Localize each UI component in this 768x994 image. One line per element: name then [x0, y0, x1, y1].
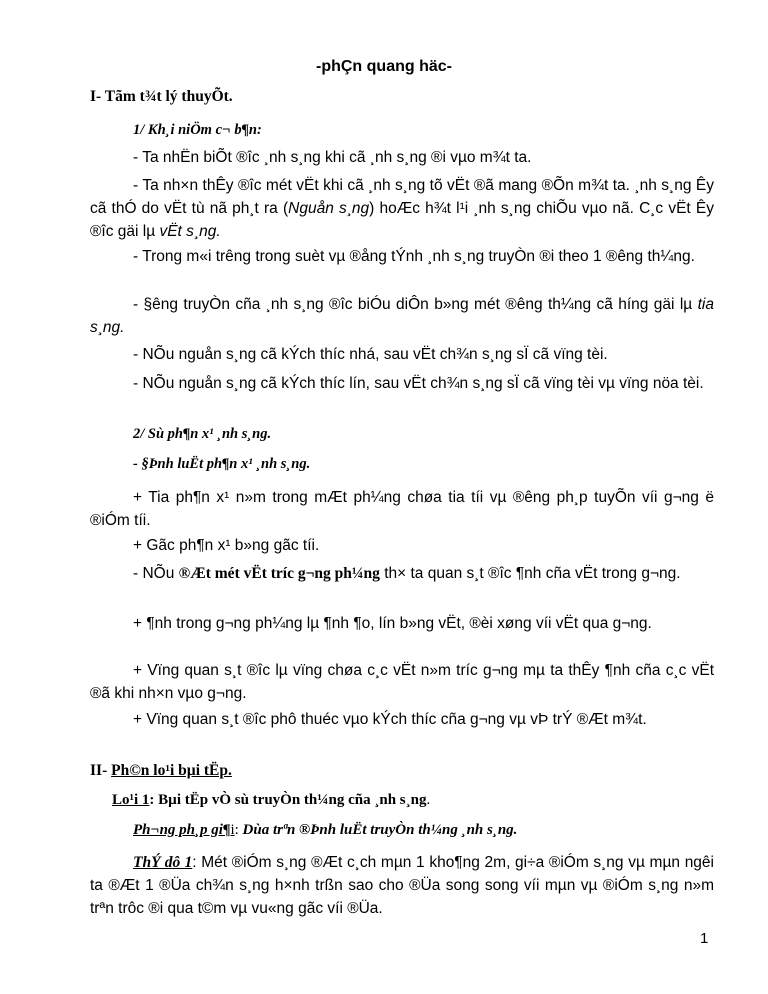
paragraph-2-italic: Nguån s¸ng: [288, 200, 370, 217]
section2-title: Ph©n lo¹i bµi tËp.: [111, 762, 232, 779]
section-heading-classification: [90, 762, 232, 780]
paragraph-9: [90, 562, 714, 585]
paragraph-8: + Gãc ph¶n x¹ b»ng gãc tíi.: [133, 537, 320, 554]
paragraph-2-italic-2: vËt s¸ng.: [159, 223, 221, 240]
subheading-reflection: 2/ Sù ph¶n x¹ ¸nh s¸ng.: [133, 426, 272, 442]
section-heading-theory: I- Tãm t¾t lý thuyÕt.: [90, 88, 233, 105]
lesson-end: .: [426, 792, 431, 808]
example-1-label: ThÝ dô 1: [133, 854, 193, 871]
paragraph-2: [90, 174, 714, 243]
paragraph-5: - NÕu nguån s¸ng cã kÝch thíc nhá, sau vËt ch¾n s¸ng sÏ cã vïng tèi.: [133, 346, 608, 363]
lesson-label: Lo¹i 1: [112, 792, 150, 808]
paragraph-11: + Vïng quan s¸t ®îc lµ vïng chøa c¸c vËt n»m tríc g¬ng mµ ta thÊy ¶nh cña c¸c vËt ®ã khi nh×n vµo g¬ng.: [90, 662, 714, 702]
paragraph-3: - Trong m«i trêng trong suèt vµ ®ång tÝnh ¸nh s¸ng truyÒn ®i theo 1 ®êng th¼ng.: [133, 248, 695, 265]
paragraph-12: + Vïng quan s¸t ®îc phô thuéc vµo kÝch thíc cña g¬ng vµ vÞ trÝ ®Æt m¾t.: [133, 711, 647, 728]
method-label-end: i: [230, 822, 235, 838]
example-1: [90, 851, 714, 920]
page-title: -phÇn quang häc-: [316, 58, 452, 75]
lesson-heading: [112, 792, 430, 809]
paragraph-2-text: - Ta nh×n thÊy ®îc mét vËt khi cã ¸nh s¸ng tõ vËt ®ã mang ®Õn m¾t ta. ¸nh s¸ng Êy cã thÓ do vËt tù nã ph¸t ra (: [90, 177, 714, 217]
page-number: 1: [700, 930, 709, 947]
method-text: Dùa trªn ®Þnh luËt truyÒn th¼ng ¸nh s¸ng.: [242, 822, 518, 838]
paragraph-4-italic: tia s¸ng.: [90, 296, 714, 336]
paragraph-9-end: th× ta quan s¸t ®îc ¶nh cña vËt trong g¬ng.: [379, 565, 681, 582]
paragraph-7: + Tia ph¶n x¹ n»m trong mÆt ph¼ng chøa tia tíi vµ ®êng ph¸p tuyÕn víi g¬ng ë ®iÓm tíi.: [90, 489, 714, 529]
paragraph-4: [90, 293, 714, 339]
section2-prefix: II-: [90, 762, 112, 779]
method-label: Ph¬ng ph¸p gi¶: [133, 822, 231, 838]
paragraph-4-text: - §êng truyÒn cña ¸nh s¸ng ®îc biÓu diÔn b»ng mét ®êng th¼ng cã híng gäi lµ: [133, 296, 698, 313]
lesson-text: : Bµi tËp vÒ sù truyÒn th¼ng cña ¸nh s¸ng: [149, 792, 427, 808]
subheading-law-of-reflection: - §Þnh luËt ph¶n x¹ ¸nh s¸ng.: [133, 456, 311, 472]
paragraph-10: + ¶nh trong g¬ng ph¼ng lµ ¶nh ¶o, lín b»ng vËt, ®èi xøng víi vËt qua g¬ng.: [133, 615, 652, 632]
paragraph-6: - NÕu nguån s¸ng cã kÝch thíc lín, sau vËt ch¾n s¸ng sÏ cã vïng tèi vµ vïng nöa tèi.: [133, 375, 704, 392]
paragraph-2-end: ) hoÆc h¾t l¹i ¸nh s¸ng chiÕu vµo nã. C¸c vËt Êy ®îc gäi lµ: [90, 200, 714, 240]
example-1-text: : Mét ®iÓm s¸ng ®Æt c¸ch mµn 1 kho¶ng 2m, gi÷a ®iÓm s¸ng vµ mµn ngêi ta ®Æt 1 ®Üa ch¾n s¸ng h×nh trßn sao cho ®Üa song song víi mµn vµ ®iÓm s¸ng n»m trªn trôc ®i qua t©m vµ vu«ng gãc víi ®Üa.: [90, 854, 714, 917]
method-line: Ph¬ng ph¸p gi¶i: Dùa trªn ®Þnh luËt truyÒn th¼ng ¸nh s¸ng.: [133, 822, 518, 838]
paragraph-1: - Ta nhËn biÕt ®îc ¸nh s¸ng khi cã ¸nh s¸ng ®i vµo m¾t ta.: [133, 149, 532, 166]
paragraph-9-bold: ®Æt mét vËt tríc g¬ng ph¼ng: [178, 565, 380, 582]
subheading-basic-concepts: 1/ Kh¸i niÖm c¬ b¶n:: [133, 122, 262, 138]
paragraph-9-text: - NÕu: [133, 565, 179, 582]
